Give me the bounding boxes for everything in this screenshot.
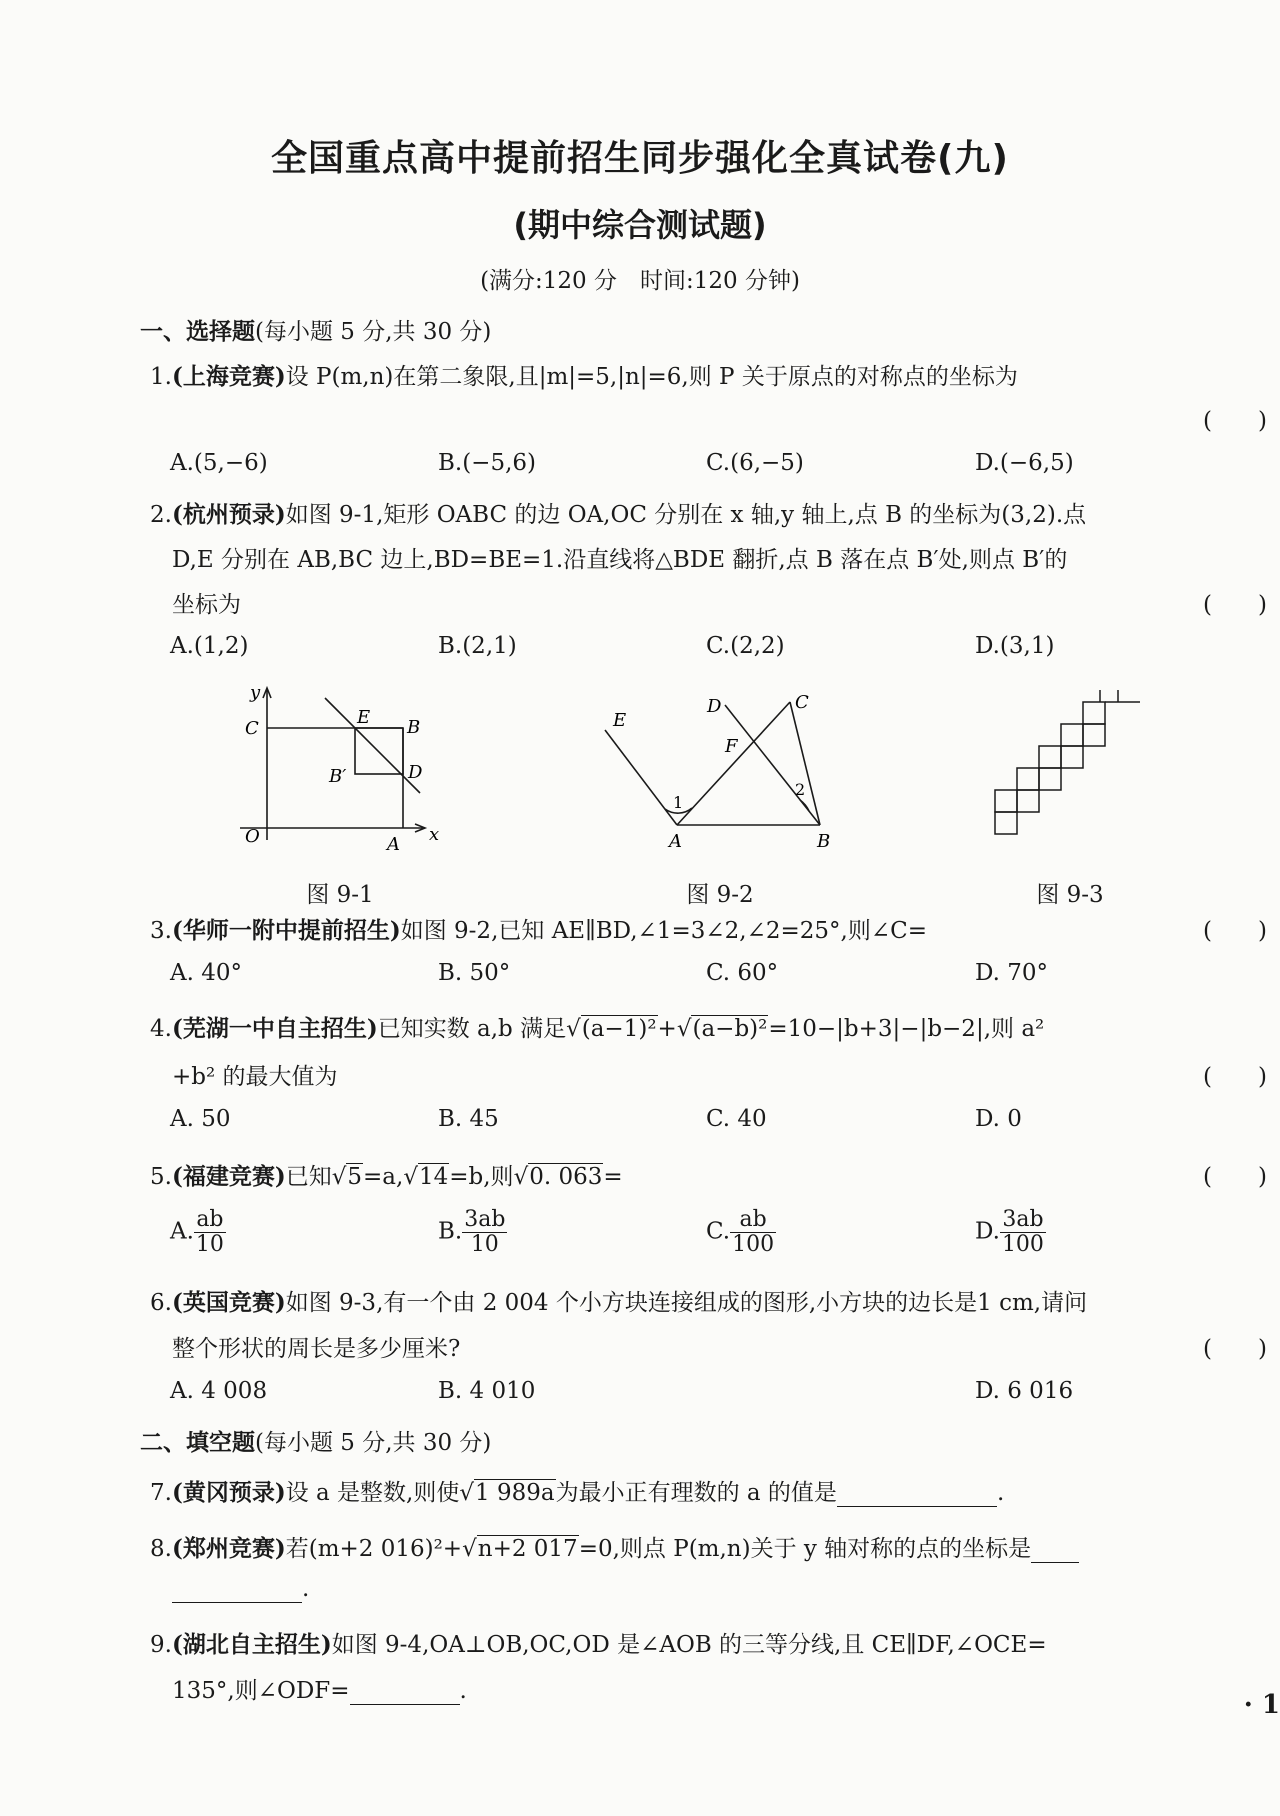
question-source: (湖北自主招生): [171, 1631, 332, 1658]
fraction: [730, 1208, 776, 1257]
option-letter: B.: [438, 1218, 463, 1245]
question-end: .: [996, 1480, 1005, 1506]
question-source: (上海竞赛): [171, 363, 286, 390]
question-text-a: 设 a 是整数,则使: [285, 1480, 460, 1506]
label-b: B: [817, 831, 831, 852]
question-number: 9.: [150, 1632, 172, 1658]
label-f: F: [725, 736, 738, 757]
question-number: 6.: [150, 1290, 172, 1316]
question-end: .: [459, 1678, 467, 1704]
option-letter: C.: [706, 1218, 731, 1245]
figure-9-2: [595, 690, 855, 860]
label-b-prime: B′: [329, 766, 347, 787]
question-text-d: =: [603, 1164, 623, 1190]
numerator: ab: [730, 1208, 776, 1233]
question-source: (英国竞赛): [171, 1289, 286, 1316]
question-7: [150, 1474, 1004, 1507]
option-a: [170, 1208, 226, 1257]
question-text-b: =a,: [363, 1164, 404, 1190]
answer-blank-start[interactable]: [1031, 1536, 1079, 1563]
question-number: 8.: [150, 1536, 172, 1562]
label-a: A: [669, 831, 682, 852]
question-text-b: =10−|b+3|−|b−2|,则 a²: [768, 1016, 1045, 1042]
radicand: 1 989a: [475, 1480, 555, 1506]
question-9-line2: [172, 1672, 467, 1705]
figure-9-3-caption: 图 9-3: [1036, 882, 1104, 908]
label-a: A: [387, 834, 400, 855]
section-heading-choice: [140, 313, 491, 346]
numerator: ab: [194, 1208, 226, 1233]
question-8: [150, 1530, 1079, 1563]
option-a: A. 50: [170, 1106, 231, 1132]
label-e: E: [613, 710, 627, 731]
question-number: 7.: [150, 1480, 172, 1506]
question-9: [150, 1626, 1047, 1659]
question-text-a: 已知实数 a,b 满足: [377, 1016, 567, 1042]
page-subtitle: (期中综合测试题): [513, 206, 767, 244]
question-source: (杭州预录): [171, 501, 286, 528]
answer-paren: ( ): [1203, 1336, 1267, 1362]
fraction: [194, 1208, 226, 1257]
label-y: y: [250, 682, 261, 703]
question-2-line2: D,E 分别在 AB,BC 边上,BD=BE=1.沿直线将△BDE 翻折,点 B 落在点 B′处,则点 B′的: [172, 547, 1068, 573]
option-b: B. 50°: [438, 960, 511, 986]
question-end: .: [302, 1576, 310, 1602]
option-d: [975, 1208, 1046, 1257]
plus-sign: +: [657, 1016, 677, 1042]
question-text-line1: 如图 9-1,矩形 OABC 的边 OA,OC 分别在 x 轴,y 轴上,点 B 的坐标为(3,2).点: [285, 502, 1087, 528]
option-d: D.(3,1): [975, 633, 1055, 659]
label-angle-2: 2: [795, 780, 806, 799]
question-text-line1: 如图 9-3,有一个由 2 004 个小方块连接组成的图形,小方块的边长是1 cm,请问: [285, 1290, 1088, 1316]
radicand-3: 0. 063: [529, 1164, 603, 1190]
question-text: 如图 9-2,已知 AE∥BD,∠1=3∠2,∠2=25°,则∠C=: [400, 918, 927, 944]
label-c: C: [245, 718, 259, 739]
question-text-line1: 如图 9-4,OA⊥OB,OC,OD 是∠AOB 的三等分线,且 CE∥DF,∠OCE=: [331, 1632, 1047, 1658]
question-4-line2: +b² 的最大值为: [172, 1064, 338, 1090]
page-number: · 1: [1243, 1690, 1280, 1720]
option-d: D. 70°: [975, 960, 1049, 986]
question-number: 4.: [150, 1016, 172, 1042]
answer-paren: ( ): [1203, 408, 1267, 434]
option-c: C.(6,−5): [706, 450, 804, 476]
question-source: (黄冈预录): [171, 1479, 286, 1506]
fraction: [462, 1208, 507, 1257]
question-text-c: =b,则: [449, 1164, 514, 1190]
option-c: C.(2,2): [706, 633, 785, 659]
answer-blank[interactable]: [350, 1678, 460, 1705]
figure-9-2-caption: 图 9-2: [686, 882, 754, 908]
question-6: [150, 1284, 1087, 1317]
question-text-a: 若(m+2 016)²+: [285, 1536, 463, 1562]
sqrt-sign: √: [513, 1164, 529, 1190]
radicand-1: (a−1)²: [581, 1016, 657, 1042]
question-8-line2: [172, 1576, 309, 1603]
option-c: C. 60°: [706, 960, 779, 986]
answer-blank[interactable]: [837, 1480, 997, 1507]
option-letter: D.: [975, 1218, 1000, 1245]
question-text: 设 P(m,n)在第二象限,且|m|=5,|n|=6,则 P 关于原点的对称点的坐标为: [285, 364, 1018, 390]
question-6-line2: 整个形状的周长是多少厘米?: [172, 1336, 461, 1362]
question-text-a: 已知: [285, 1164, 332, 1190]
denominator: 100: [1001, 1232, 1044, 1258]
sqrt-sign: √: [676, 1016, 692, 1042]
exam-meta: (满分:120 分 时间:120 分钟): [480, 268, 800, 294]
question-text-b: 为最小正有理数的 a 的值是: [555, 1480, 837, 1506]
option-c: C. 40: [706, 1106, 767, 1132]
numerator: 3ab: [1000, 1208, 1046, 1233]
radicand-1: 5: [347, 1164, 363, 1190]
section-note: (每小题 5 分,共 30 分): [255, 1430, 492, 1456]
question-1: [150, 358, 1018, 391]
option-a: A. 4 008: [170, 1378, 268, 1404]
denominator: 10: [195, 1232, 224, 1258]
question-text-line2: 135°,则∠ODF=: [172, 1678, 350, 1704]
option-b: [438, 1208, 507, 1257]
question-number: 1.: [150, 364, 172, 390]
question-3: [150, 912, 927, 945]
question-2: [150, 496, 1086, 529]
label-b: B: [407, 717, 421, 738]
question-number: 3.: [150, 918, 172, 944]
answer-paren: ( ): [1203, 918, 1267, 944]
question-5: [150, 1158, 623, 1191]
sqrt-sign: √: [331, 1164, 347, 1190]
option-a: A. 40°: [170, 960, 242, 986]
question-2-line3: 坐标为: [172, 592, 241, 618]
option-a: A.(1,2): [170, 633, 249, 659]
option-d: D.(−6,5): [975, 450, 1074, 476]
option-b: B.(−5,6): [438, 450, 537, 476]
section-label: 二、填空题: [140, 1429, 255, 1456]
page-title: 全国重点高中提前招生同步强化全真试卷(九): [271, 138, 1009, 179]
numerator: 3ab: [464, 1207, 506, 1232]
label-e: E: [357, 707, 371, 728]
option-b: B. 45: [438, 1106, 499, 1132]
option-a: A.(5,−6): [170, 450, 268, 476]
option-c: [706, 1208, 776, 1257]
answer-paren: ( ): [1203, 592, 1267, 618]
label-c: C: [795, 692, 809, 713]
option-d: D. 6 016: [975, 1378, 1074, 1404]
option-b: B. 4 010: [438, 1378, 536, 1404]
sqrt-sign: √: [462, 1536, 477, 1562]
option-letter: A.: [170, 1218, 194, 1245]
line-ac: [677, 702, 790, 825]
option-d: D. 0: [975, 1106, 1022, 1132]
section-label: 一、选择题: [140, 318, 255, 345]
label-o: O: [245, 826, 260, 847]
answer-paren: ( ): [1203, 1064, 1267, 1090]
answer-blank-cont[interactable]: [172, 1576, 302, 1603]
figure-9-1-caption: 图 9-1: [306, 882, 374, 908]
radicand-2: 14: [418, 1164, 449, 1190]
sqrt-sign: √: [459, 1480, 475, 1506]
radicand-2: (a−b)²: [692, 1016, 768, 1042]
denominator: 100: [732, 1232, 775, 1258]
section-heading-fill: [140, 1424, 491, 1457]
sqrt-sign: √: [403, 1164, 418, 1190]
label-angle-1: 1: [673, 793, 684, 812]
radicand: n+2 017: [477, 1536, 578, 1562]
fraction: [1000, 1208, 1046, 1257]
question-source: (芜湖一中自主招生): [171, 1015, 378, 1042]
answer-paren: ( ): [1203, 1164, 1267, 1190]
option-b: B.(2,1): [438, 633, 517, 659]
label-d: D: [707, 696, 722, 717]
question-4: [150, 1010, 1044, 1043]
denominator: 10: [470, 1232, 499, 1258]
figure-9-1: [225, 680, 465, 860]
label-d: D: [408, 762, 423, 783]
sqrt-sign: √: [566, 1016, 581, 1042]
question-source: (华师一附中提前招生): [171, 917, 401, 944]
question-source: (郑州竞赛): [171, 1535, 286, 1562]
question-number: 5.: [150, 1164, 172, 1190]
figure-9-3: [990, 690, 1150, 850]
question-number: 2.: [150, 502, 172, 528]
question-source: (福建竞赛): [171, 1163, 286, 1190]
label-x: x: [429, 824, 440, 845]
section-note: (每小题 5 分,共 30 分): [255, 319, 492, 345]
question-text-b: =0,则点 P(m,n)关于 y 轴对称的点的坐标是: [578, 1536, 1032, 1562]
